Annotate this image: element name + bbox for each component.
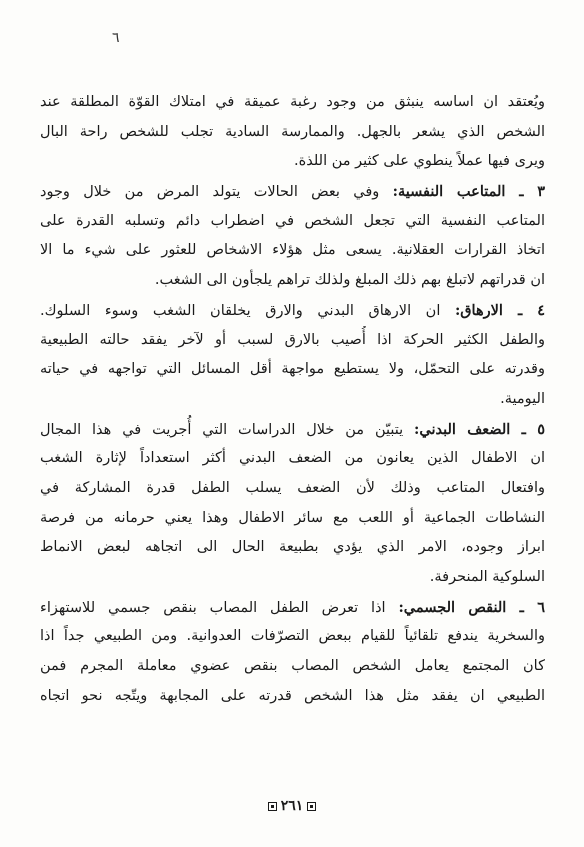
text-line [40, 236, 545, 266]
paragraph-heading-line [40, 296, 545, 326]
text-line [40, 207, 545, 237]
section-heading: ٤ ـ الارهاق: [454, 301, 545, 319]
line-text: الطبيعي ان يفقد مثل هذا الشخص قدرته على المجابهة ويتّجه نحو اتجاه [40, 687, 545, 704]
paragraph-heading-line [40, 177, 545, 207]
line-text: كان المجتمع يعامل الشخص المصاب بنقص عضوي معاملة المجرم فمن [40, 658, 545, 675]
line-text: ان الارهاق البدني والارق يخلقان الشغب وسوء السلوك. [40, 302, 455, 319]
line-text: اتخاذ القرارات العقلانية. يسعى مثل هؤلاء الاشخاص للعثور على شيء ما الا [40, 242, 545, 259]
line-text: ويرى فيها عملاً ينطوي على كثير من اللذة. [294, 153, 545, 170]
line-text: ابراز وجوده، الامر الذي يؤدي بطبيعة الحال الى اتجاهه لبعض الانماط [40, 539, 545, 556]
section-heading: ٦ ـ النقص الجسمي: [398, 598, 545, 616]
text-line [40, 326, 545, 356]
line-text: ان قدراتهم لاتبلغ بهم ذلك المبلغ ولذلك تراهم يلجأون الى الشغب. [154, 272, 545, 289]
text-line [40, 474, 545, 504]
line-text: وفي بعض الحالات يتولد المرض من خلال وجود [40, 184, 393, 201]
text-line [40, 147, 545, 177]
line-text: يتبيّن من خلال الدراسات التي أُجريت في هذا المجال [40, 421, 415, 438]
page-number-footer [0, 798, 584, 814]
paragraph-heading-line [40, 415, 545, 445]
line-text: وقدرته على التحمّل، ولا يستطيع مواجهة أقل المسائل التي تواجهه في حياته [40, 361, 545, 378]
text-line [40, 682, 545, 712]
section-heading: ٥ ـ الضعف البدني: [414, 420, 545, 438]
line-text: النشاطات الجماعية أو اللعب مع سائر الاطفال وهذا يعني حرمانه من فرصة [40, 509, 545, 526]
line-text: اذا تعرض الطفل المصاب بنقص جسمي للاستهزاء [40, 599, 399, 616]
page-number: ٢٦١ [280, 798, 304, 814]
text-line [40, 88, 545, 118]
line-text: والطفل الكثير الحركة اذا أُصيب بالارق لسبب أو لآخر يفقد حالته الطبيعية [40, 331, 545, 348]
text-line [40, 385, 545, 415]
body-text [40, 88, 545, 711]
ornament-square-icon [268, 802, 277, 811]
line-text: السلوكية المنحرفة. [429, 569, 545, 585]
line-text: ويُعتقد ان اساسه ينبثق من وجود رغبة عميقة في امتلاك القوّة المطلقة عند [40, 94, 545, 110]
paragraph-heading-line [40, 593, 545, 623]
line-text: اليومية. [500, 390, 545, 407]
text-line [40, 444, 545, 474]
text-line [40, 118, 545, 148]
text-line [40, 563, 545, 593]
line-text: والسخرية يندفع تلقائياً للقيام ببعض التصرّفات العدوانية. ومن الطبيعي جداً اذا [40, 628, 545, 645]
corner-mark: ٦ [112, 30, 120, 46]
ornament-square-icon [307, 802, 316, 811]
text-line [40, 622, 545, 652]
text-line [40, 266, 545, 296]
line-text: ان الاطفال الذين يعانون من الضعف البدني أكثر استعداداً لإثارة الشغب [40, 450, 545, 467]
section-heading: ٣ ـ المتاعب النفسية: [392, 183, 545, 201]
line-text: الشخص الذي يشعر بالجهل. والممارسة السادية تجلب للشخص راحة البال [40, 123, 545, 140]
text-line [40, 504, 545, 534]
text-line [40, 652, 545, 682]
text-line [40, 355, 545, 385]
line-text: المتاعب النفسية التي تجعل الشخص في اضطراب دائم وتسلبه القدرة على [40, 212, 545, 229]
text-line [40, 533, 545, 563]
line-text: وافتعال المتاعب وذلك لأن الضعف يسلب الطفل قدرة المشاركة في [40, 479, 545, 496]
